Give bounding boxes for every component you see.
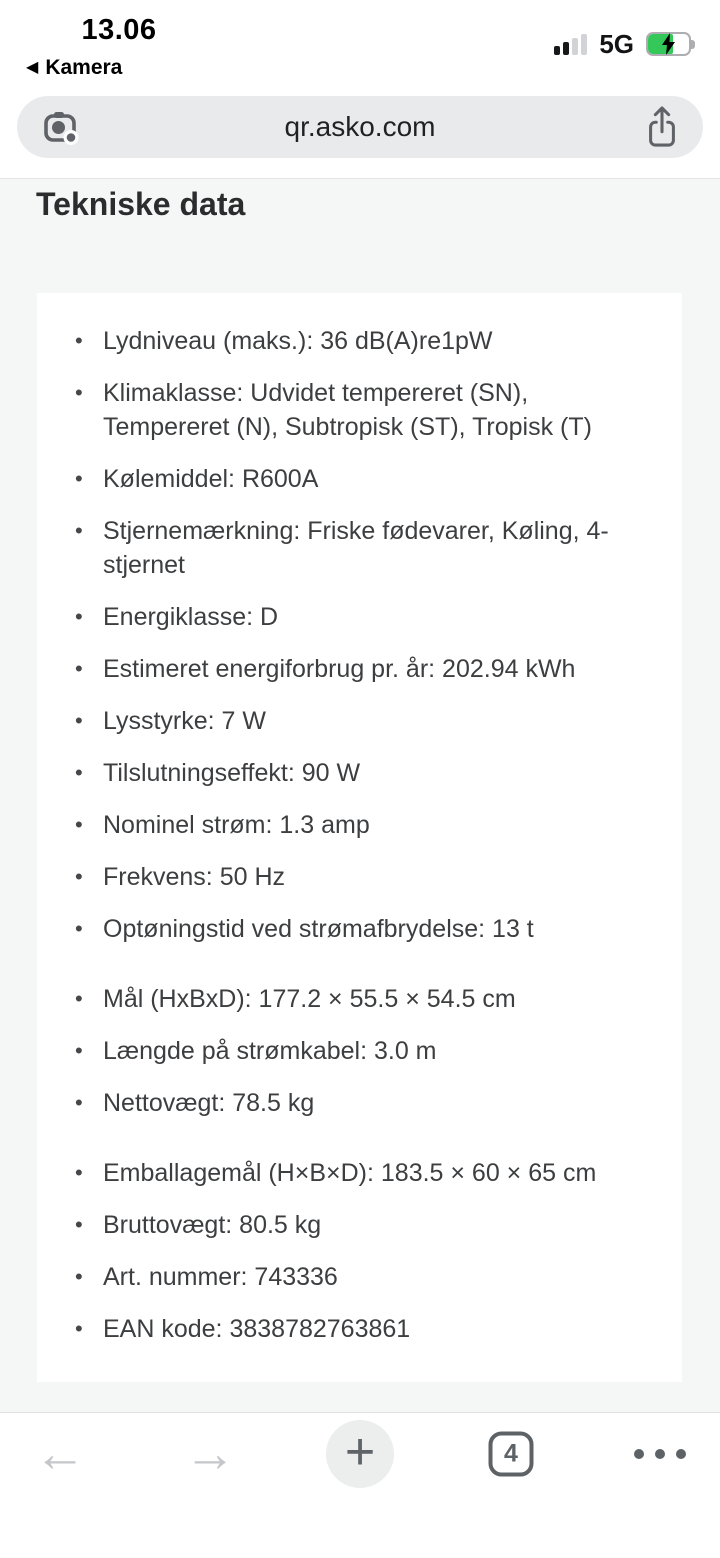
tab-switcher-button[interactable]	[489, 1432, 534, 1477]
spec-item	[75, 514, 648, 582]
spec-item	[75, 808, 648, 842]
spec-item	[75, 756, 648, 790]
spec-group	[75, 982, 648, 1120]
spec-text: Frekvens: 50 Hz	[103, 863, 286, 891]
web-page-viewport[interactable]	[0, 179, 720, 1412]
url-text: qr.asko.com	[284, 111, 436, 142]
spec-text: Mål (HxBxD): 177.2 × 55.5 × 54.5 cm	[103, 985, 516, 1013]
status-bar	[0, 0, 720, 90]
bullet-icon: •	[75, 708, 83, 733]
more-dots-icon	[634, 1449, 686, 1459]
spec-group	[75, 324, 648, 946]
spec-item	[75, 1156, 648, 1190]
spec-item	[75, 652, 648, 686]
bullet-icon: •	[75, 1212, 83, 1237]
spec-text: EAN kode: 3838782763861	[103, 1315, 411, 1343]
lightning-bolt-icon	[659, 32, 679, 56]
bullet-icon: •	[75, 1316, 83, 1341]
bullet-icon: •	[75, 864, 83, 889]
spec-text: Art. nummer: 743336	[103, 1263, 338, 1291]
spec-text: Emballagemål (H×B×D): 183.5 × 60 × 65 cm	[103, 1159, 597, 1187]
spec-text: Klimaklasse: Udvidet tempereret (SN), Tempereret (N), Subtropisk (ST), Tropisk (T)	[103, 379, 592, 441]
tab-count-badge: 4	[489, 1432, 534, 1477]
spec-text: Energiklasse: D	[103, 603, 279, 631]
spec-item	[75, 600, 648, 634]
bullet-icon: •	[75, 466, 83, 491]
plus-icon: +	[326, 1420, 394, 1488]
spec-item	[75, 1208, 648, 1242]
spec-text: Tilslutningseffekt: 90 W	[103, 759, 361, 787]
spec-item	[75, 982, 648, 1016]
spec-item	[75, 324, 648, 358]
bullet-icon: •	[75, 656, 83, 681]
spec-group	[75, 1156, 648, 1346]
camera-lens-icon[interactable]	[39, 106, 81, 148]
spec-text: Længde på strømkabel: 3.0 m	[103, 1037, 437, 1065]
back-triangle-icon: ◀	[26, 59, 39, 76]
spec-item	[75, 912, 648, 946]
spec-item	[75, 1086, 648, 1120]
new-tab-button[interactable]	[326, 1420, 394, 1488]
spec-text: Optøningstid ved strømafbrydelse: 13 t	[103, 915, 534, 943]
spec-text: Lydniveau (maks.): 36 dB(A)re1pW	[103, 327, 493, 355]
back-to-app-breadcrumb[interactable]	[26, 56, 122, 80]
bullet-icon: •	[75, 1038, 83, 1063]
share-icon[interactable]	[643, 104, 681, 150]
spec-item	[75, 376, 648, 444]
spec-item	[75, 462, 648, 496]
spec-text: Kølemiddel: R600A	[103, 465, 319, 493]
spec-list	[75, 324, 648, 1346]
bullet-icon: •	[75, 328, 83, 353]
network-type-label: 5G	[599, 28, 634, 59]
bullet-icon: •	[75, 916, 83, 941]
spec-text: Nominel strøm: 1.3 amp	[103, 811, 370, 839]
bullet-icon: •	[75, 760, 83, 785]
spec-item	[75, 1260, 648, 1294]
spec-text: Stjernemærkning: Friske fødevarer, Køling, 4-stjernet	[103, 517, 609, 579]
spec-item	[75, 704, 648, 738]
battery-charging-icon	[646, 32, 698, 56]
status-indicators	[554, 28, 698, 60]
spec-text: Estimeret energiforbrug pr. år: 202.94 kWh	[103, 655, 576, 683]
spec-text: Nettovægt: 78.5 kg	[103, 1089, 315, 1117]
technical-data-card	[37, 293, 682, 1382]
spec-item	[75, 1312, 648, 1346]
bullet-icon: •	[75, 1090, 83, 1115]
bullet-icon: •	[75, 1160, 83, 1185]
bullet-icon: •	[75, 380, 83, 405]
bullet-icon: •	[75, 812, 83, 837]
page-title: Tekniske data	[36, 186, 246, 222]
clock: 13.06	[81, 14, 157, 46]
cellular-signal-icon	[554, 33, 587, 55]
bullet-icon: •	[75, 986, 83, 1011]
forward-button[interactable]: →	[184, 1425, 236, 1483]
browser-toolbar	[0, 1412, 720, 1558]
back-button[interactable]: ←	[34, 1425, 86, 1483]
spec-item	[75, 860, 648, 894]
bullet-icon: •	[75, 518, 83, 543]
bullet-icon: •	[75, 604, 83, 629]
more-menu-button[interactable]	[634, 1449, 686, 1459]
back-to-app-label: Kamera	[45, 56, 123, 79]
url-bar[interactable]	[17, 96, 703, 158]
spec-text: Bruttovægt: 80.5 kg	[103, 1211, 322, 1239]
spec-text: Lysstyrke: 7 W	[103, 707, 266, 735]
bullet-icon: •	[75, 1264, 83, 1289]
spec-item	[75, 1034, 648, 1068]
